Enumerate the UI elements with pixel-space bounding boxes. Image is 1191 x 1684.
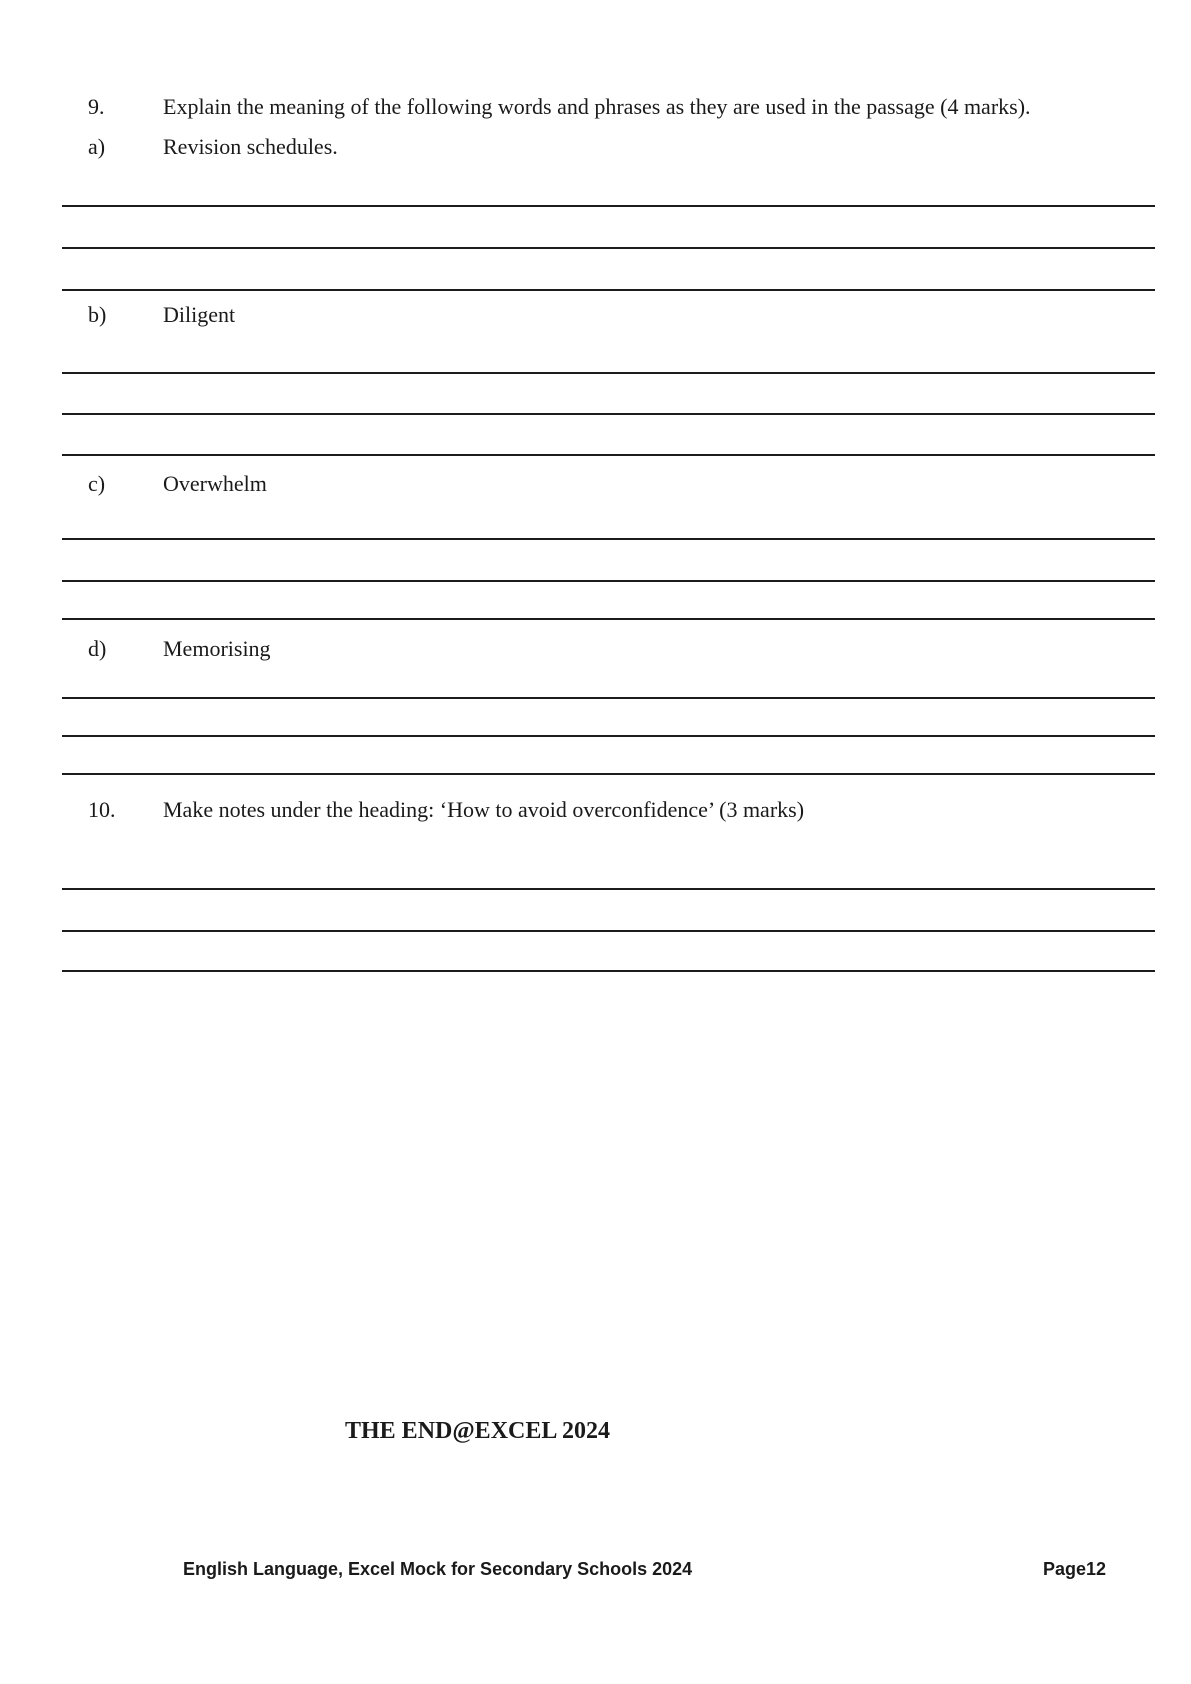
answer-line: [62, 372, 1155, 374]
sub-question-a-label: a): [88, 134, 106, 159]
sub-question-c-word: Overwhelm: [163, 471, 267, 496]
answer-line: [62, 735, 1155, 737]
question-10: [88, 796, 804, 824]
question-10-text: Make notes under the heading: ‘How to avoid overconfidence’ (3 marks): [163, 797, 805, 822]
sub-question-d-label: d): [88, 636, 107, 661]
answer-line: [62, 697, 1155, 699]
answer-line: [62, 205, 1155, 207]
answer-line: [62, 454, 1155, 456]
question-9-text: Explain the meaning of the following words and phrases as they are used in the passage (4 marks).: [163, 94, 1031, 119]
answer-line: [62, 413, 1155, 415]
sub-question-c-label: c): [88, 471, 106, 496]
sub-question-b-label: b): [88, 302, 107, 327]
answer-line: [62, 289, 1155, 291]
answer-line: [62, 970, 1155, 972]
answer-line: [62, 773, 1155, 775]
answer-line: [62, 247, 1155, 249]
page-footer: [0, 1559, 1191, 1583]
footer-document-title: English Language, Excel Mock for Secondary Schools 2024: [183, 1559, 693, 1579]
sub-question-b-word: Diligent: [163, 302, 236, 327]
sub-question-a: [88, 133, 338, 161]
sub-question-d-word: Memorising: [163, 636, 271, 661]
answer-line: [62, 538, 1155, 540]
answer-line: [62, 580, 1155, 582]
question-10-number: 10.: [88, 797, 116, 822]
sub-question-b: [88, 301, 235, 329]
answer-line: [62, 618, 1155, 620]
answer-line: [62, 888, 1155, 890]
question-9-number: 9.: [88, 94, 105, 119]
sub-question-c: [88, 470, 267, 498]
question-9: [88, 93, 1031, 121]
end-note: THE END@EXCEL 2024: [345, 1418, 611, 1444]
sub-question-a-word: Revision schedules.: [163, 134, 338, 159]
sub-question-d: [88, 635, 271, 663]
footer-page-number: Page12: [1043, 1559, 1107, 1579]
answer-line: [62, 930, 1155, 932]
